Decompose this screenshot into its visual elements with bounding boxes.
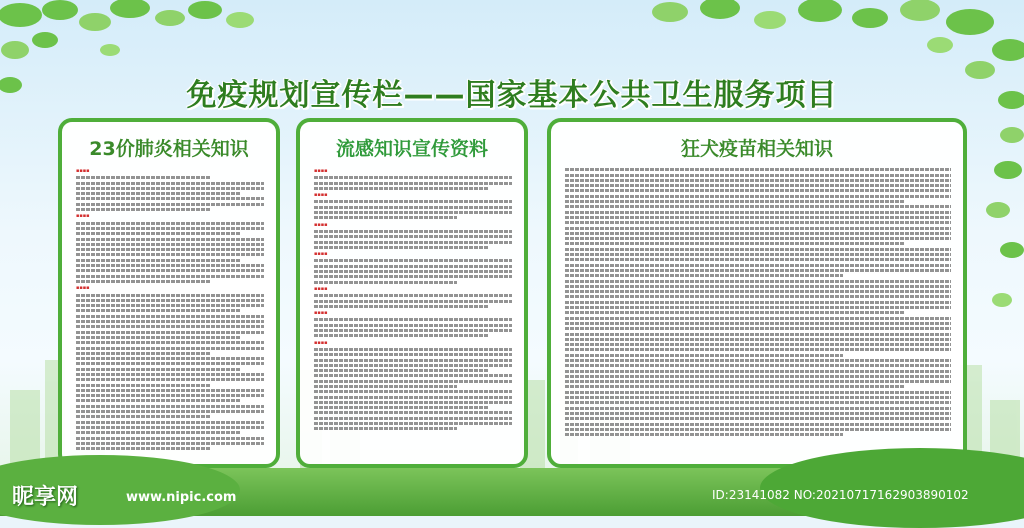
section-heading: ▪▪▪▪ [314,285,328,292]
section-heading: ▪▪▪▪ [314,168,328,174]
section-heading: ▪▪▪▪ [314,339,328,346]
section-heading: ▪▪▪▪ [314,192,328,199]
panel-body-text [300,160,524,430]
panel-title: 狂犬疫苗相关知识 [680,138,833,160]
leaves-right-side-decoration [968,150,1024,350]
panel-influenza [296,118,528,468]
main-title: 免疫规划宣传栏——国家基本公共卫生服务项目 [186,78,838,113]
panel-title: 流感知识宣传资料 [335,138,488,160]
section-heading: ▪▪▪▪ [314,221,328,228]
section-heading: ▪▪▪▪ [76,213,90,220]
panel-body-text [551,160,963,436]
panel-title: 23价肺炎相关知识 [89,138,249,160]
watermark-logo: 昵享网 [12,485,79,510]
section-heading: ▪▪▪▪ [314,251,328,258]
watermark-image-id: ID:23141082 NO:20210717162903890102 [712,488,969,502]
panel-pneumonia-vaccine [58,118,280,468]
panel-body-text [62,160,276,450]
panel-rabies-vaccine [547,118,967,468]
section-heading: ▪▪▪▪ [76,285,90,292]
section-heading: ▪▪▪▪ [314,310,328,317]
section-heading: ▪▪▪▪ [76,168,90,174]
watermark-url: www.nipic.com [126,490,237,505]
